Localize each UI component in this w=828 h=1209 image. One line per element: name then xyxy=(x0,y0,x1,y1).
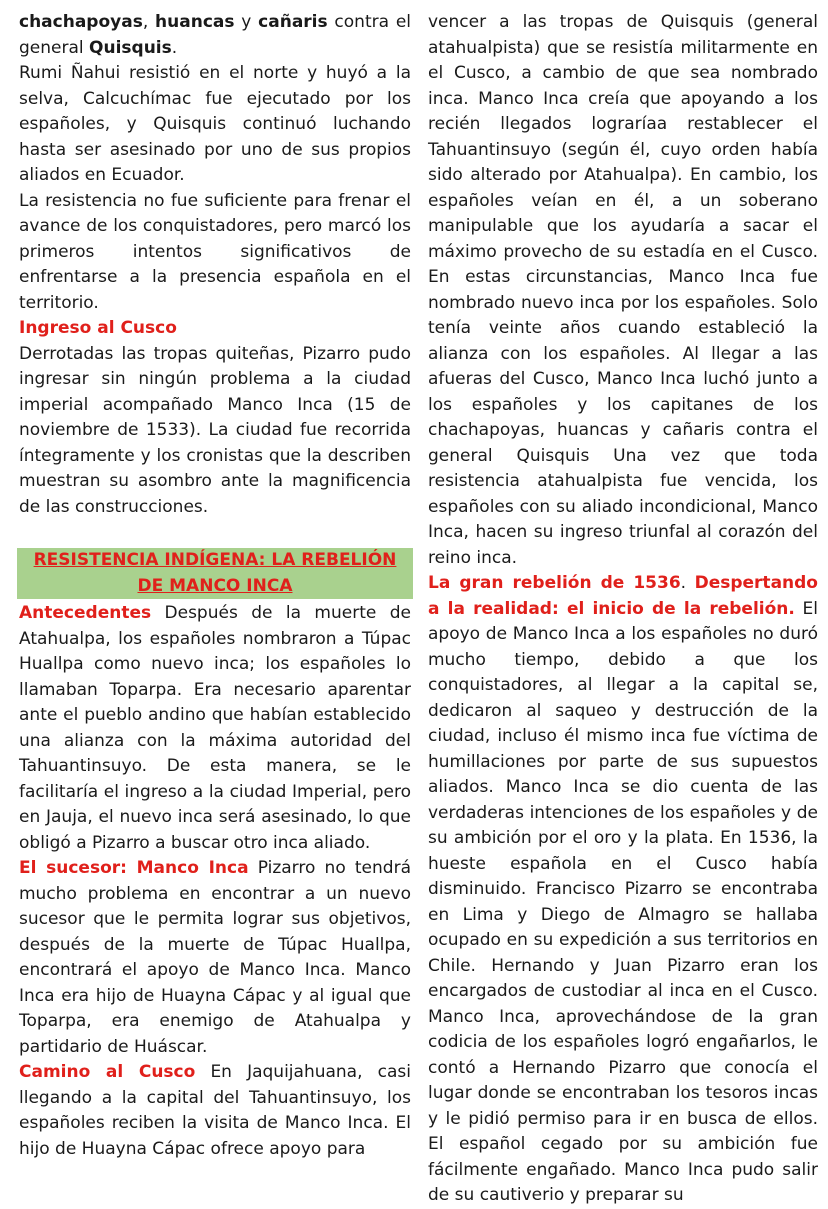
paragraph-rumi-nahui: Rumi Ñahui resistió en el norte y huyó a la selva, Calcuchímac fue ejecutado por los españoles, y Quisquis continuó luchando hasta ser asesinado por uno de sus propios aliados en Ecuador. xyxy=(19,63,411,185)
section-banner xyxy=(17,548,413,599)
text-run: y xyxy=(234,12,259,32)
right-column xyxy=(428,10,818,1209)
bold-term: cañaris xyxy=(258,12,328,32)
paragraph-antecedentes xyxy=(19,601,411,856)
text-run: Después de la muerte de Atahualpa, los españoles nombraron a Túpac Huallpa como nuevo inca; los españoles lo llamaban Toparpa. Era necesario aparentar ante el pueblo andino que habían establecido una alianza con la máxima autoridad del Tahuantinsuyo. De esta manera, se le facilitaría el ingreso a la ciudad Imperial, pero en Jauja, el nuevo inca será asesinado, lo que obligó a Pizarro a buscar otro inca aliado. xyxy=(19,603,411,853)
text-run: En Jaquijahuana, casi llegando a la capital del Tahuantinsuyo, los españoles reciben la visita de Manco Inca. El hijo de Huayna Cápac ofrece apoyo para xyxy=(19,1062,411,1159)
heading-ingreso-cusco: Ingreso al Cusco xyxy=(19,318,177,338)
heading-camino: Camino al Cusco xyxy=(19,1062,196,1082)
text-run: contra el general xyxy=(19,12,412,58)
heading-sucesor: El sucesor: Manco Inca xyxy=(19,858,249,878)
paragraph-camino xyxy=(19,1060,411,1162)
bold-term: huancas xyxy=(155,12,235,32)
text-run: El apoyo de Manco Inca a los españoles no duró mucho tiempo, debido a que los conquistadores, al llegar a la capital se, dedicaron al saqueo y destrucción de la ciudad, incluso él mismo inca fue víctima de humillaciones por parte de sus supuestos aliados. Manco Inca se dio cuenta de las verdaderas intenciones de los españoles y de su ambición por el oro y la plata. En 1536, la hueste española en el Cusco había disminuido. Francisco Pizarro se encontraba en Lima y Diego de Almagro se hallaba ocupado en su expedición a sus territorios en Chile. Hernando y Juan Pizarro eran los encargados de custodiar al inca en el Cusco. Manco Inca, aprovechándose de la gran codicia de los españoles logró engañarlos, le contó a Hernando Pizarro que conocía el lugar donde se encontraban los tesoros incas y le pidió permiso para ir en busca de ellos. El español cegado por su ambición fue fácilmente engañado. Manco Inca pudo salir de su cautiverio y preparar su xyxy=(428,598,818,1205)
paragraph-allies xyxy=(19,10,411,61)
bold-term: chachapoyas xyxy=(19,12,143,32)
text-run: . xyxy=(171,37,178,58)
text-run: , xyxy=(142,12,156,32)
banner-title: RESISTENCIA INDÍGENA: LA REBELIÓN DE MANCO INCA xyxy=(33,550,397,596)
paragraph-rebelion xyxy=(428,571,818,1209)
bold-term: Quisquis xyxy=(89,37,172,58)
section-spacer xyxy=(19,520,411,546)
paragraph-sucesor xyxy=(19,856,411,1060)
paragraph-ingreso: Derrotadas las tropas quiteñas, Pizarro pudo ingresar sin ningún problema a la ciudad imperial acompañado Manco Inca (15 de noviembre de 1533). La ciudad fue recorrida íntegramente y los cronistas que la describen muestran su asombro ante la magnificencia de las construcciones. xyxy=(19,343,411,517)
paragraph-resistencia: La resistencia no fue suficiente para frenar el avance de los conquistadores, pero marcó los primeros intentos significativos de enfrentarse a la presencia española en el territorio. xyxy=(19,190,411,313)
paragraph-quisquis: vencer a las tropas de Quisquis (general atahualpista) que se resistía militarmente en el Cusco, a cambio de que sea nombrado inca. Manco Inca creía que apoyando a los recién llegados lograríaa restablecer el Tahuantinsuyo (según él, cuyo orden había sido alterado por Atahualpa). En cambio, los españoles veían en él, a un soberano manipulable que los ayudaría a sacar el máximo provecho de su estadía en el Cusco. En estas circunstancias, Manco Inca fue nombrado nuevo inca por los españoles. Solo tenía veinte años cuando estableció la alianza con los españoles. Al llegar a las afueras del Cusco, Manco Inca luchó junto a los españoles y los capitanes de los chachapoyas, huancas y cañaris contra el general Quisquis Una vez que toda resistencia atahualpista fue vencida, los españoles con su aliado incondicional, Manco Inca, hacen su ingreso triunfal al corazón del reino inca. xyxy=(428,12,818,568)
heading-antecedentes: Antecedentes xyxy=(19,603,152,623)
text-run: Pizarro no tendrá mucho problema en encontrar a un nuevo sucesor que le permita lograr sus objetivos, después de la muerte de Túpac Huallpa, encontrará el apoyo de Manco Inca. Manco Inca era hijo de Huayna Cápac y al igual que Toparpa, era enemigo de Atahualpa y partidario de Huáscar. xyxy=(19,858,411,1057)
heading-despertando: Despertando a la realidad: el inicio de la rebelión. xyxy=(428,573,818,619)
text-run: . xyxy=(680,573,695,593)
left-column xyxy=(19,10,411,1162)
heading-gran-rebelion: La gran rebelión de 1536 xyxy=(428,573,681,593)
